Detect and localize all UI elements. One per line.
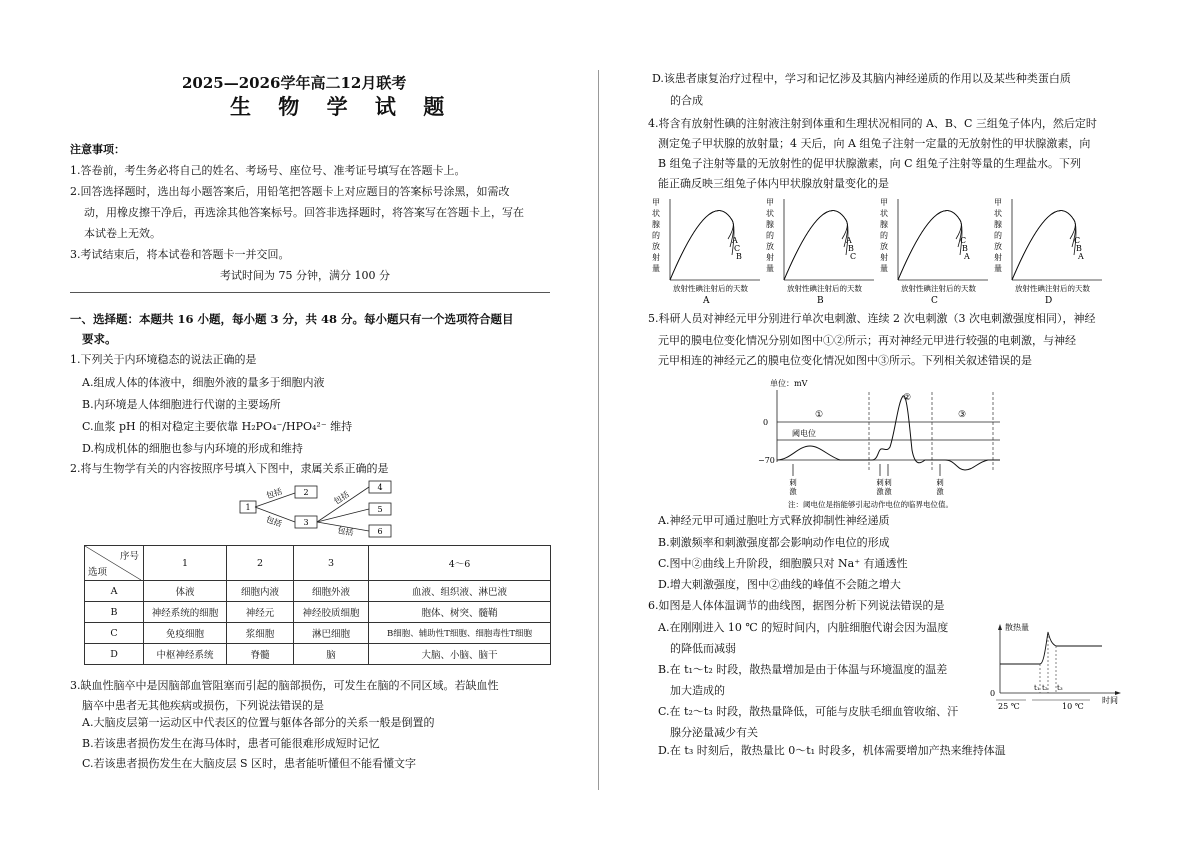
y-tick: 0 bbox=[763, 418, 769, 427]
curve-label: B bbox=[1076, 244, 1082, 253]
radioactivity-curve bbox=[670, 211, 733, 280]
x-label: 放射性碘注射后的天数 bbox=[673, 284, 748, 293]
y-label-char: 放 bbox=[994, 242, 1002, 251]
note-line: 1.答卷前，考生务必将自己的姓名、考场号、座位号、准考证号填写在答题卡上。 bbox=[70, 164, 466, 177]
curve-label: C bbox=[850, 252, 857, 261]
q6-option: D.在 t₃ 时刻后，散热量比 0～t₁ 时段多，机体需要增加产热来维持体温 bbox=[658, 744, 1006, 757]
stim-label: 刺 bbox=[789, 478, 797, 487]
q6-option: C.在 t₂～t₃ 时段，散热量降低，可能与皮肤毛细血管收缩、汗 bbox=[658, 705, 959, 718]
y-label-char: 腺 bbox=[994, 220, 1002, 229]
table-row: C 免疫细胞 浆细胞 淋巴细胞 B细胞、辅助性T细胞、细胞毒性T细胞 bbox=[85, 623, 551, 644]
stim-label: 刺 bbox=[876, 478, 884, 487]
stim-label: 激 bbox=[936, 487, 944, 496]
curve-label: A bbox=[732, 236, 738, 245]
q3-option: B.若该患者损伤发生在海马体时，患者可能很难形成短时记忆 bbox=[82, 737, 380, 750]
stim-label: 激 bbox=[876, 487, 884, 496]
q5-option: B.刺激频率和刺激强度都会影响动作电位的形成 bbox=[658, 536, 890, 549]
curve-label: B bbox=[736, 252, 742, 261]
stim-label: 刺 bbox=[884, 478, 892, 487]
q1-option: B.内环境是人体细胞进行代谢的主要场所 bbox=[82, 398, 281, 411]
subject-title: 生 物 学 试 题 bbox=[230, 94, 455, 119]
curve-label: C bbox=[960, 236, 967, 245]
q5-option: A.神经元甲可通过胞吐方式释放抑制性神经递质 bbox=[658, 514, 890, 527]
curve-label: B bbox=[962, 244, 968, 253]
y-label-char: 的 bbox=[652, 231, 660, 240]
note-line: 3.考试结束后，将本试卷和答题卡一并交回。 bbox=[70, 248, 290, 261]
q2-option-table bbox=[84, 545, 551, 665]
panel-label: D bbox=[1045, 296, 1053, 306]
y-label-char: 量 bbox=[994, 264, 1002, 273]
column-divider bbox=[598, 70, 599, 790]
edge-label: 包括 bbox=[336, 525, 355, 538]
y-tick: −70 bbox=[758, 456, 775, 465]
region-label: ② bbox=[903, 393, 912, 403]
q6-option-cont: 加大造成的 bbox=[670, 684, 725, 697]
stim-label: 激 bbox=[789, 487, 797, 496]
y-label-char: 甲 bbox=[766, 198, 774, 207]
table-row: B 神经系统的细胞 神经元 神经胶质细胞 胞体、树突、髓鞘 bbox=[85, 602, 551, 623]
temp-label: 10 ℃ bbox=[1062, 702, 1084, 711]
q1-stem: 1.下列关于内环境稳态的说法正确的是 bbox=[70, 353, 257, 366]
q6-option: A.在刚刚进入 10 ℃ 的短时间内，内脏细胞代谢会因为温度 bbox=[658, 621, 949, 634]
x-label: 放射性碘注射后的天数 bbox=[1015, 284, 1090, 293]
table-header: 4～6 bbox=[369, 546, 551, 581]
node-label: 4 bbox=[377, 483, 383, 492]
q5-option: C.图中②曲线上升阶段，细胞膜只对 Na⁺ 有通透性 bbox=[658, 557, 908, 570]
y-label-char: 的 bbox=[994, 231, 1002, 240]
y-label-char: 状 bbox=[766, 209, 774, 218]
exam-title: 2025—2026学年高二12月联考 bbox=[182, 74, 407, 92]
node-label: 6 bbox=[377, 527, 383, 536]
threshold-label: 阈电位 bbox=[792, 429, 816, 438]
region-label: ③ bbox=[958, 410, 967, 420]
y-label-char: 放 bbox=[652, 242, 660, 251]
section-title-cont: 要求。 bbox=[82, 332, 117, 346]
radioactivity-curve bbox=[1012, 211, 1076, 280]
graph-note: 注：阈电位是指能够引起动作电位的临界电位值。 bbox=[788, 500, 953, 509]
table-header: 1 bbox=[144, 546, 227, 581]
section-title: 一、选择题：本题共 16 小题，每小题 3 分，共 48 分。每小题只有一个选项符合题目 bbox=[70, 312, 514, 326]
table-row: D 中枢神经系统 脊髓 脑 大脑、小脑、脑干 bbox=[85, 644, 551, 665]
hierarchy-diagram bbox=[235, 478, 405, 542]
q2-stem: 2.将与生物学有关的内容按照序号填入下图中，隶属关系正确的是 bbox=[70, 462, 389, 475]
curve-label: B bbox=[848, 244, 854, 253]
radioactivity-curve bbox=[1012, 211, 1075, 280]
q5-line: 元甲的膜电位变化情况分别如图中①②所示；再对神经元甲进行较强的电刺激，与神经 bbox=[658, 334, 1076, 347]
y-label-char: 量 bbox=[880, 264, 888, 273]
t-label: t₁ bbox=[1034, 684, 1040, 692]
corner-top: 序号 bbox=[119, 551, 139, 562]
y-label: 散热量 bbox=[1005, 623, 1029, 632]
note-line: 动，用橡皮擦干净后，再选涂其他答案标号。回答非选择题时，将答案写在答题卡上，写在 bbox=[84, 206, 524, 219]
curve-label: A bbox=[964, 252, 970, 261]
unit-label: 单位：mV bbox=[770, 379, 808, 388]
y-label-char: 放 bbox=[766, 242, 774, 251]
x-label: 时间 bbox=[1102, 696, 1118, 705]
edge-label: 包括 bbox=[264, 514, 283, 529]
q4-line: B 组兔子注射等量的无放射性的促甲状腺激素，向 C 组兔子注射等量的生理盐水。下列 bbox=[658, 157, 1081, 170]
edge-label: 包括 bbox=[332, 489, 351, 507]
time-info: 考试时间为 75 分钟，满分 100 分 bbox=[220, 269, 390, 282]
q6-heat-graph bbox=[990, 618, 1125, 718]
table-header: 2 bbox=[227, 546, 294, 581]
y-label-char: 射 bbox=[766, 253, 774, 262]
q3-option: C.若该患者损伤发生在大脑皮层 S 区时，患者能听懂但不能看懂文字 bbox=[82, 757, 417, 770]
table-row: A 体液 细胞内液 细胞外液 血液、组织液、淋巴液 bbox=[85, 581, 551, 602]
edge-label: 包括 bbox=[265, 486, 284, 501]
stim-label: 激 bbox=[884, 487, 892, 496]
q4-line: 能正确反映三组兔子体内甲状腺放射量变化的是 bbox=[658, 177, 889, 190]
diagram-edge bbox=[317, 509, 369, 522]
q4-line: 4.将含有放射性碘的注射液注射到体重和生理状况相同的 A、B、C 三组兔子体内，然后定时 bbox=[648, 117, 1097, 130]
panel-label: C bbox=[931, 296, 938, 306]
q5-potential-graph bbox=[760, 372, 1005, 512]
panel-label: B bbox=[817, 296, 824, 306]
y-label-char: 状 bbox=[652, 209, 660, 218]
t-label: t₃ bbox=[1057, 684, 1063, 692]
y-label-char: 射 bbox=[880, 253, 888, 262]
origin-label: 0 bbox=[990, 689, 996, 698]
q1-option: D.构成机体的细胞也参与内环境的形成和维持 bbox=[82, 442, 303, 455]
separator bbox=[70, 292, 550, 293]
note-line: 本试卷上无效。 bbox=[84, 227, 161, 240]
curve-label: C bbox=[734, 244, 741, 253]
curve-label: A bbox=[1078, 252, 1084, 261]
table-corner bbox=[85, 546, 144, 581]
notes-heading: 注意事项： bbox=[70, 143, 125, 156]
q6-option-cont: 的降低而减弱 bbox=[670, 642, 736, 655]
radioactivity-curve bbox=[784, 211, 847, 280]
q4-graphs bbox=[648, 195, 1128, 305]
curve-label: A bbox=[846, 236, 852, 245]
y-label-char: 腺 bbox=[766, 220, 774, 229]
q4-line: 测定兔子甲状腺的放射量；4 天后，向 A 组兔子注射一定量的无放射性的甲状腺激素，向 bbox=[658, 137, 1091, 150]
y-label-char: 量 bbox=[652, 264, 660, 273]
node-label: 2 bbox=[303, 488, 309, 497]
temp-label: 25 ℃ bbox=[998, 702, 1020, 711]
q5-option: D.增大刺激强度，图中②曲线的峰值不会随之增大 bbox=[658, 578, 901, 591]
node-label: 5 bbox=[377, 505, 383, 514]
y-label-char: 射 bbox=[994, 253, 1002, 262]
note-line: 2.回答选择题时，选出每小题答案后，用铅笔把答题卡上对应题目的答案标号涂黑，如需改 bbox=[70, 185, 510, 198]
q1-option: A.组成人体的体液中，细胞外液的量多于细胞内液 bbox=[82, 376, 325, 389]
y-label-char: 量 bbox=[766, 264, 774, 273]
q3-stem: 3.缺血性脑卒中是因脑部血管阻塞而引起的脑部损伤，可发生在脑的不同区域。若缺血性 bbox=[70, 679, 499, 692]
y-label-char: 腺 bbox=[652, 220, 660, 229]
panel-label: A bbox=[703, 296, 710, 306]
radioactivity-curve bbox=[898, 211, 961, 280]
y-label-char: 甲 bbox=[880, 198, 888, 207]
q3-option-d-cont: 的合成 bbox=[670, 94, 703, 107]
y-label-char: 状 bbox=[880, 209, 888, 218]
y-label-char: 的 bbox=[766, 231, 774, 240]
curve-label: C bbox=[1074, 236, 1081, 245]
y-label-char: 状 bbox=[994, 209, 1002, 218]
corner-bottom: 选项 bbox=[88, 567, 108, 578]
stim-label: 刺 bbox=[936, 478, 944, 487]
y-label-char: 放 bbox=[880, 242, 888, 251]
q3-stem-cont: 脑卒中患者无其他疾病或损伤，下列说法错误的是 bbox=[82, 699, 324, 712]
node-label: 3 bbox=[303, 518, 309, 527]
y-label-char: 甲 bbox=[994, 198, 1002, 207]
node-label: 1 bbox=[245, 503, 251, 512]
q3-option: A.大脑皮层第一运动区中代表区的位置与躯体各部分的关系一般是倒置的 bbox=[82, 716, 435, 729]
q1-option: C.血浆 pH 的相对稳定主要依靠 H₂PO₄⁻/HPO₄²⁻ 维持 bbox=[82, 420, 353, 433]
x-label: 放射性碘注射后的天数 bbox=[787, 284, 862, 293]
radioactivity-curve bbox=[670, 211, 734, 280]
radioactivity-curve bbox=[784, 211, 848, 280]
y-label-char: 甲 bbox=[652, 198, 660, 207]
t-label: t₂ bbox=[1042, 684, 1048, 692]
table-header: 3 bbox=[294, 546, 369, 581]
q6-option: B.在 t₁～t₂ 时段，散热量增加是由于体温与环境温度的温差 bbox=[658, 663, 948, 676]
q5-line: 5.科研人员对神经元甲分别进行单次电刺激、连续 2 次电刺激（3 次电刺激强度相同），神经 bbox=[648, 312, 1096, 325]
y-label-char: 射 bbox=[652, 253, 660, 262]
radioactivity-curve bbox=[898, 211, 962, 280]
y-label-char: 的 bbox=[880, 231, 888, 240]
q6-option-cont: 腺分泌量减少有关 bbox=[670, 726, 758, 739]
q5-line: 元甲相连的神经元乙的膜电位变化情况如图中③所示。下列相关叙述错误的是 bbox=[658, 354, 1032, 367]
x-label: 放射性碘注射后的天数 bbox=[901, 284, 976, 293]
q6-stem: 6.如图是人体体温调节的曲线图，据图分析下列说法错误的是 bbox=[648, 599, 945, 612]
y-label-char: 腺 bbox=[880, 220, 888, 229]
heat-curve bbox=[1000, 632, 1102, 664]
q3-option-d: D.该患者康复治疗过程中，学习和记忆涉及其脑内神经递质的作用以及某些种类蛋白质 bbox=[652, 72, 1071, 85]
region-label: ① bbox=[815, 410, 824, 420]
